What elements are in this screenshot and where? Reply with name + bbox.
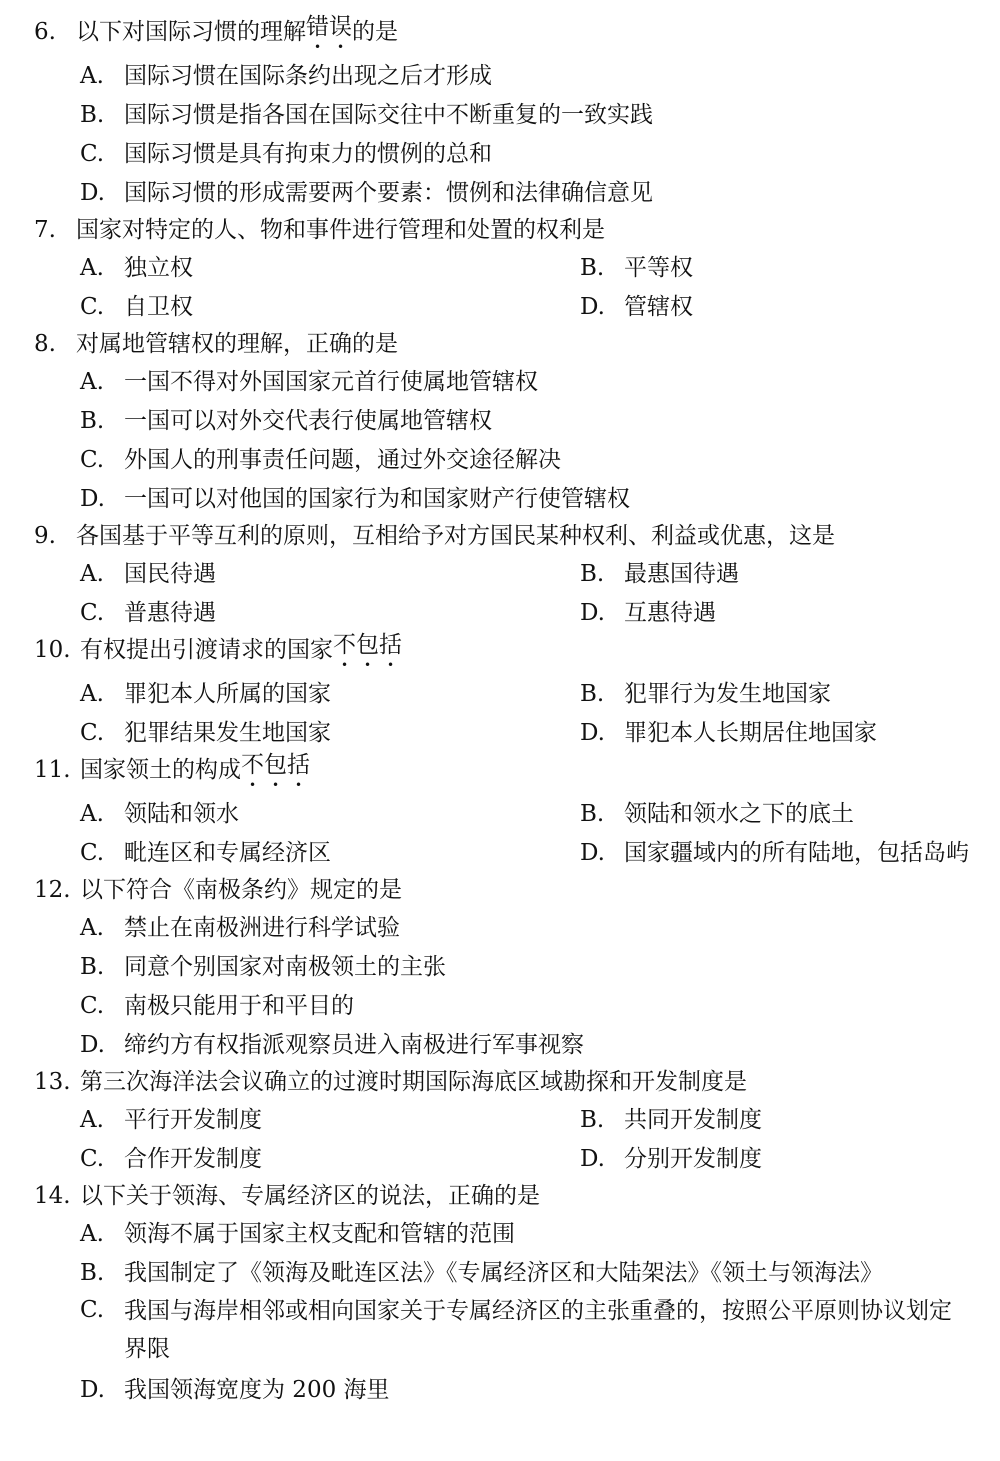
stem-text: 国家领土的构成 bbox=[80, 757, 241, 783]
stem-text: 有权提出引渡请求的国家 bbox=[80, 637, 333, 663]
stem-text: 国家对特定的人、物和事件进行管理和处置的权利是 bbox=[76, 217, 605, 243]
question-number: 10. bbox=[34, 637, 71, 663]
option-b: B. 最惠国待遇 bbox=[580, 560, 739, 587]
question-13 bbox=[34, 1064, 980, 1178]
question-stem bbox=[34, 752, 980, 788]
option-a: A. 领陆和领水 bbox=[80, 800, 239, 827]
question-number: 8. bbox=[34, 331, 56, 357]
option-d: D. 罪犯本人长期居住地国家 bbox=[580, 719, 877, 746]
stem-text: 第三次海洋法会议确立的过渡时期国际海底区域勘探和开发制度是 bbox=[80, 1069, 747, 1095]
option-a: A. 禁止在南极洲进行科学试验 bbox=[80, 914, 400, 941]
option-a: A. 独立权 bbox=[80, 254, 193, 281]
option-a: A. 国民待遇 bbox=[80, 560, 216, 587]
option-d: D. 分别开发制度 bbox=[580, 1145, 762, 1172]
stem-emphasis: 不包括 bbox=[241, 752, 310, 778]
question-number: 11. bbox=[34, 757, 71, 783]
question-14 bbox=[34, 1178, 980, 1409]
question-10 bbox=[34, 632, 980, 752]
question-8 bbox=[34, 326, 980, 518]
question-9 bbox=[34, 518, 980, 632]
question-number: 14. bbox=[34, 1183, 71, 1209]
question-number: 13. bbox=[34, 1069, 71, 1095]
option-c: C. 外国人的刑事责任问题，通过外交途径解决 bbox=[80, 446, 561, 473]
option-a: A. 平行开发制度 bbox=[80, 1106, 262, 1133]
option-c: C. 犯罪结果发生地国家 bbox=[80, 719, 331, 746]
question-stem bbox=[34, 212, 980, 248]
question-stem bbox=[34, 14, 980, 50]
stem-emphasis: 不包括 bbox=[333, 632, 402, 658]
question-6 bbox=[34, 14, 980, 212]
question-stem bbox=[34, 1064, 980, 1100]
option-b: B. 同意个别国家对南极领土的主张 bbox=[80, 953, 446, 980]
question-stem bbox=[34, 872, 980, 908]
stem-text-end: 的是 bbox=[352, 19, 398, 45]
option-c: C. 我国与海岸相邻或相向国家关于专属经济区的主张重叠的，按照公平原则协议划定界限 bbox=[80, 1297, 952, 1362]
option-d: D. 我国领海宽度为 200 海里 bbox=[80, 1376, 390, 1403]
option-b: B. 一国可以对外交代表行使属地管辖权 bbox=[80, 407, 492, 434]
option-d: D. 缔约方有权指派观察员进入南极进行军事视察 bbox=[80, 1031, 584, 1058]
question-stem bbox=[34, 1178, 980, 1214]
stem-text: 以下符合《南极条约》规定的是 bbox=[80, 877, 402, 903]
option-c: C. 自卫权 bbox=[80, 293, 193, 320]
option-c: C. 国际习惯是具有拘束力的惯例的总和 bbox=[80, 140, 492, 167]
option-c: C. 普惠待遇 bbox=[80, 599, 216, 626]
stem-text: 各国基于平等互利的原则，互相给予对方国民某种权利、利益或优惠，这是 bbox=[76, 523, 835, 549]
option-b: B. 国际习惯是指各国在国际交往中不断重复的一致实践 bbox=[80, 101, 653, 128]
option-c: C. 合作开发制度 bbox=[80, 1145, 262, 1172]
option-d: D. 一国可以对他国的国家行为和国家财产行使管辖权 bbox=[80, 485, 630, 512]
option-b: B. 共同开发制度 bbox=[580, 1106, 762, 1133]
option-d: D. 管辖权 bbox=[580, 293, 693, 320]
option-c: C. 毗连区和专属经济区 bbox=[80, 839, 331, 866]
stem-text: 以下关于领海、专属经济区的说法，正确的是 bbox=[80, 1183, 540, 1209]
question-number: 7. bbox=[34, 217, 56, 243]
option-b: B. 领陆和领水之下的底土 bbox=[580, 800, 854, 827]
option-b: B. 犯罪行为发生地国家 bbox=[580, 680, 831, 707]
question-11 bbox=[34, 752, 980, 872]
option-d: D. 国际习惯的形成需要两个要素：惯例和法律确信意见 bbox=[80, 179, 653, 206]
question-12 bbox=[34, 872, 980, 1064]
question-stem bbox=[34, 632, 980, 668]
question-stem bbox=[34, 518, 980, 554]
stem-text: 以下对国际习惯的理解 bbox=[76, 19, 306, 45]
question-number: 9. bbox=[34, 523, 56, 549]
question-number: 12. bbox=[34, 877, 71, 903]
option-d: D. 互惠待遇 bbox=[580, 599, 716, 626]
option-a: A. 一国不得对外国国家元首行使属地管辖权 bbox=[80, 368, 538, 395]
stem-emphasis: 错误 bbox=[306, 14, 352, 40]
question-number: 6. bbox=[34, 19, 56, 45]
option-a: A. 国际习惯在国际条约出现之后才形成 bbox=[80, 62, 492, 89]
option-b: B. 我国制定了《领海及毗连区法》《专属经济区和大陆架法》《领土与领海法》 bbox=[80, 1259, 883, 1286]
question-stem bbox=[34, 326, 980, 362]
option-c: C. 南极只能用于和平目的 bbox=[80, 992, 354, 1019]
option-a: A. 领海不属于国家主权支配和管辖的范围 bbox=[80, 1220, 515, 1247]
stem-text: 对属地管辖权的理解，正确的是 bbox=[76, 331, 398, 357]
question-7 bbox=[34, 212, 980, 326]
option-a: A. 罪犯本人所属的国家 bbox=[80, 680, 331, 707]
option-b: B. 平等权 bbox=[580, 254, 693, 281]
option-d: D. 国家疆域内的所有陆地，包括岛屿 bbox=[580, 839, 969, 866]
